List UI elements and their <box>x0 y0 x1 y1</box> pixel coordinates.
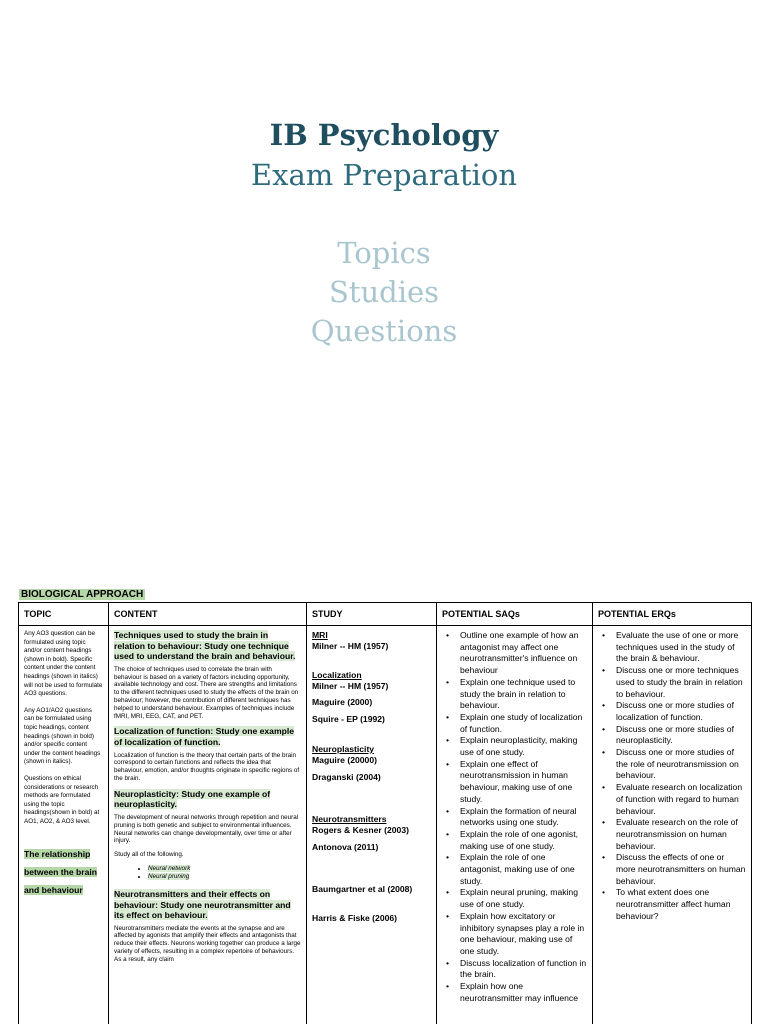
table-row <box>19 626 752 1024</box>
saq-cell <box>437 626 593 1024</box>
saq-item: • Explain how excitatory or inhibitory synapses play a role in one behaviour, making use of one study. <box>442 911 587 958</box>
topic-note: Any AO1/AO2 questions can be formulated using topic headings, content headings (shown in bold) and/or specific content under the content headings (shown in italics). <box>24 706 101 766</box>
study-heading: Neurotransmitters <box>312 814 387 824</box>
topic-heading: The relationship between the brain and behaviour <box>24 849 98 896</box>
saq-item: • Explain neuroplasticity, making use of one study. <box>442 735 587 758</box>
topic-cell <box>19 626 109 1024</box>
content-text: The development of neural networks through repetition and neural pruning is both genetic and subject to environmental influences. Neural networks can change developmentally, over time or after injury. <box>114 813 299 845</box>
content-heading: Localization of function: Study one example of localization of function. <box>114 726 295 747</box>
saq-item: • Explain the formation of neural networks using one study. <box>442 806 587 829</box>
list-item: • Neural pruning <box>148 873 301 881</box>
content-heading: Neuroplasticity: Study one example of neuroplasticity. <box>114 788 271 810</box>
erq-item: • Discuss one or more studies of the role of neurotransmission on behaviour. <box>598 747 746 782</box>
saq-item: • Outline one example of how an antagonist may affect one neurotransmitter's influence on behaviour <box>442 630 587 677</box>
exam-prep-table <box>18 602 752 1024</box>
saq-item: • Explain the role of one agonist, making use of one study. <box>442 829 587 852</box>
study-item: Maguire (2000) <box>312 697 373 707</box>
topic-note: Questions on ethical considerations or research methods are formulated using the topic headings(shown in bold) at AO1, AO2, & AO3 level. <box>24 774 100 825</box>
header-topic: TOPIC <box>19 603 109 626</box>
saq-item: • Explain one study of localization of function. <box>442 712 587 735</box>
content-heading: Techniques used to study the brain in relation to behaviour: Study one technique used to understand the brain and behaviour. <box>114 630 296 662</box>
cover-studies: Studies <box>328 275 440 309</box>
saq-item: • Discuss localization of function in the brain. <box>442 958 587 981</box>
list-item: • Neural network <box>148 865 301 873</box>
saq-item: • Explain the role of one antagonist, making use of one study. <box>442 852 587 887</box>
header-saqs: POTENTIAL SAQs <box>437 603 593 626</box>
study-item: Harris & Fiske (2006) <box>312 912 398 923</box>
study-item: Rogers & Kesner (2003) <box>312 825 409 835</box>
saq-item: • Explain one technique used to study the brain in relation to behaviour. <box>442 677 587 712</box>
erq-item: • Discuss one or more techniques used to study the brain in relation to behaviour. <box>598 665 746 700</box>
study-heading: MRI <box>312 630 328 640</box>
study-item: Maguire (20000) <box>312 755 377 765</box>
saq-item: • Explain one effect of neurotransmission in human behaviour, making use of one study. <box>442 759 587 806</box>
content-text: Localization of function is the theory that certain parts of the brain correspond to certain functions and reflects the idea that behaviour, emotion, and/or thoughts originate in specific regions of the brain. <box>114 751 300 782</box>
study-item: Squire - EP (1992) <box>312 713 385 724</box>
saq-item: • Explain how one neurotransmitter may influence <box>442 981 587 1004</box>
erq-cell <box>593 626 752 1024</box>
saq-item: • Explain neural pruning, making use of one study. <box>442 887 587 910</box>
study-heading: Localization <box>312 669 362 680</box>
cover-title: IB Psychology <box>269 118 499 152</box>
header-study: STUDY <box>307 603 437 626</box>
header-erqs: POTENTIAL ERQs <box>593 603 752 626</box>
cover-questions: Questions <box>310 314 458 348</box>
study-heading: Neuroplasticity <box>312 744 375 754</box>
study-cell <box>307 626 437 1024</box>
cover-subtitle: Exam Preparation <box>250 158 518 192</box>
topic-note: Any AO3 question can be formulated using topic and/or content headings (shown in bold). Specific content under the content headings (shown in italics) will not be used to formulate AO3 questions. <box>24 630 103 698</box>
header-content: CONTENT <box>109 603 307 626</box>
erq-item: • Evaluate research on the role of neurotransmission on human behaviour. <box>598 817 746 852</box>
study-item: Antonova (2011) <box>312 841 379 852</box>
section-label: BIOLOGICAL APPROACH <box>21 589 144 600</box>
study-item: Draganski (2004) <box>312 771 381 782</box>
content-cell <box>109 626 307 1024</box>
erq-item: • Evaluate the use of one or more techniques used in the study of the brain & behaviour. <box>598 630 746 665</box>
content-text: Study all of the following. <box>114 851 184 859</box>
erq-item: • To what extent does one neurotransmitter affect human behaviour? <box>598 887 746 922</box>
erq-item: • Discuss one or more studies of neuroplasticity. <box>598 724 746 747</box>
cover-topics: Topics <box>337 236 431 270</box>
content-list <box>148 865 301 881</box>
content-text: The choice of techniques used to correlate the brain with behaviour is based on a variety of factors including opportunity, available technology and cost. There are strengths and limitations to the different techniques used to study the effects of the brain on behaviour; however, the contribution of different techniques has helped to understand behaviour. Examples of techniques include fMRI, MRI, EEG, CAT, and PET. <box>114 665 299 720</box>
content-heading: Neurotransmitters and their effects on behaviour: Study one neurotransmitter and its effect on behaviour. <box>114 888 291 921</box>
content-text: Neurotransmitters mediate the events at the synapse and are affected by agonists that amplify their effects and antagonists that reduce their effects. Neurons working together can produce a large variety of effects, resulting in a complex repertoire of behaviours. As a result, any claim <box>114 924 301 963</box>
study-item: Baumgartner et al (2008) <box>312 884 413 894</box>
erq-item: • Discuss one or more studies of localization of function. <box>598 700 746 723</box>
table-header-row <box>19 603 752 626</box>
study-item: Milner -- HM (1957) <box>312 680 389 691</box>
study-item: Milner -- HM (1957) <box>312 641 389 651</box>
erq-item: • Evaluate research on localization of function with regard to human behaviour. <box>598 782 746 817</box>
erq-item: • Discuss the effects of one or more neurotransmitters on human behaviour. <box>598 852 746 887</box>
